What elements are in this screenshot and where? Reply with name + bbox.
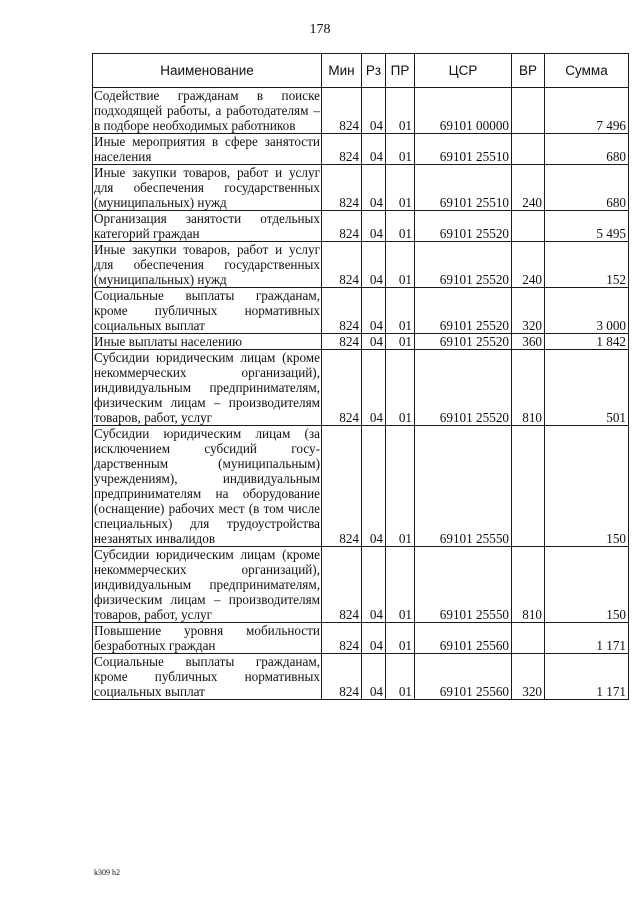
row-min: 824 [322,211,362,242]
row-name: Иные закупки товаров, работ и услуг для обеспечения государственных (муниципальных) нужд [94,165,320,210]
row-min: 824 [322,242,362,288]
row-min: 824 [322,165,362,211]
row-pr: 01 [386,547,415,623]
row-name: Иные закупки товаров, работ и услуг для обеспечения государственных (муниципальных) нужд [94,242,320,287]
row-min: 824 [322,134,362,165]
row-pr: 01 [386,288,415,334]
table-row [93,334,629,350]
row-rz: 04 [362,242,386,288]
row-csr: 69101 25560 [415,654,512,700]
row-sum: 150 [545,426,629,547]
row-sum: 680 [545,165,629,211]
table-header-row [93,54,629,88]
header-name: Наименование [93,54,322,88]
row-name: Организация занятости отдельных категорий граждан [94,211,320,241]
row-rz: 04 [362,426,386,547]
row-name: Повышение уровня мобильности безработных граждан [94,623,320,653]
header-rz: Рз [362,54,386,88]
header-min: Мин [322,54,362,88]
row-vr [512,88,545,134]
row-name: Социальные выплаты гражданам, кроме публичных нормативных социальных выплат [94,654,320,699]
row-rz: 04 [362,350,386,426]
page-number: 178 [309,22,331,37]
row-csr: 69101 25520 [415,288,512,334]
row-vr: 360 [512,334,545,350]
row-sum: 3 000 [545,288,629,334]
table-row [93,165,629,211]
row-sum: 501 [545,350,629,426]
table-row [93,134,629,165]
table-row [93,288,629,334]
row-pr: 01 [386,654,415,700]
row-vr: 810 [512,547,545,623]
row-rz: 04 [362,165,386,211]
table-row [93,654,629,700]
row-sum: 1 171 [545,623,629,654]
row-min: 824 [322,654,362,700]
row-csr: 69101 25550 [415,426,512,547]
row-pr: 01 [386,242,415,288]
table-row [93,350,629,426]
row-name: Субсидии юридическим лицам (кроме некоммерческих организаций), индивидуальным предпринимателям, физическим лицам – производителям товаров, работ, услуг [94,350,320,425]
row-rz: 04 [362,88,386,134]
table-row [93,547,629,623]
row-sum: 1 842 [545,334,629,350]
row-name: Содействие гражданам в поиске подходящей работы, а работодателям – в подборе необходимых работников [94,88,320,133]
row-csr: 69101 25520 [415,350,512,426]
row-vr: 240 [512,165,545,211]
row-vr: 320 [512,654,545,700]
row-csr: 69101 25550 [415,547,512,623]
row-sum: 680 [545,134,629,165]
row-sum: 152 [545,242,629,288]
row-vr [512,426,545,547]
table-row [93,211,629,242]
row-pr: 01 [386,350,415,426]
row-name: Иные выплаты населению [93,334,322,350]
row-pr: 01 [386,88,415,134]
row-pr: 01 [386,623,415,654]
row-csr: 69101 25510 [415,165,512,211]
row-min: 824 [322,88,362,134]
row-min: 824 [322,547,362,623]
row-name: Субсидии юридическим лицам (за исключением субсидий государственным (муниципальным) учреждениям), индивидуальным предпринимателям на оборудование (оснащение) рабочих мест (в том числе специальных) для трудоустройства незанятых инвалидов [94,426,320,546]
row-pr: 01 [386,134,415,165]
row-rz: 04 [362,134,386,165]
row-name: Социальные выплаты гражданам, кроме публичных нормативных социальных выплат [94,288,320,333]
table-row [93,623,629,654]
header-sum: Сумма [545,54,629,88]
row-csr: 69101 25520 [415,334,512,350]
header-vr: ВР [512,54,545,88]
row-vr [512,211,545,242]
row-vr: 320 [512,288,545,334]
row-min: 824 [322,426,362,547]
row-min: 824 [322,288,362,334]
row-pr: 01 [386,211,415,242]
row-vr: 810 [512,350,545,426]
table-row [93,426,629,547]
row-sum: 150 [545,547,629,623]
row-rz: 04 [362,623,386,654]
row-name: Иные мероприятия в сфере занятости населения [94,134,320,164]
header-pr: ПР [386,54,415,88]
row-vr [512,134,545,165]
row-min: 824 [322,623,362,654]
row-min: 824 [322,334,362,350]
row-rz: 04 [362,211,386,242]
row-pr: 01 [386,165,415,211]
table-row [93,242,629,288]
budget-table [92,53,629,700]
row-vr [512,623,545,654]
row-csr: 69101 25560 [415,623,512,654]
row-pr: 01 [386,334,415,350]
row-min: 824 [322,350,362,426]
row-pr: 01 [386,426,415,547]
row-rz: 04 [362,547,386,623]
footer-code: k309 h2 [94,868,120,877]
row-csr: 69101 25520 [415,211,512,242]
row-rz: 04 [362,334,386,350]
row-sum: 7 496 [545,88,629,134]
table-row [93,88,629,134]
row-csr: 69101 25520 [415,242,512,288]
row-csr: 69101 00000 [415,88,512,134]
row-name: Субсидии юридическим лицам (кроме некоммерческих организаций), индивидуальным предпринимателям, физическим лицам – производителям товаров, работ, услуг [94,547,320,622]
row-sum: 1 171 [545,654,629,700]
row-vr: 240 [512,242,545,288]
row-sum: 5 495 [545,211,629,242]
row-rz: 04 [362,654,386,700]
header-csr: ЦСР [415,54,512,88]
row-csr: 69101 25510 [415,134,512,165]
row-rz: 04 [362,288,386,334]
